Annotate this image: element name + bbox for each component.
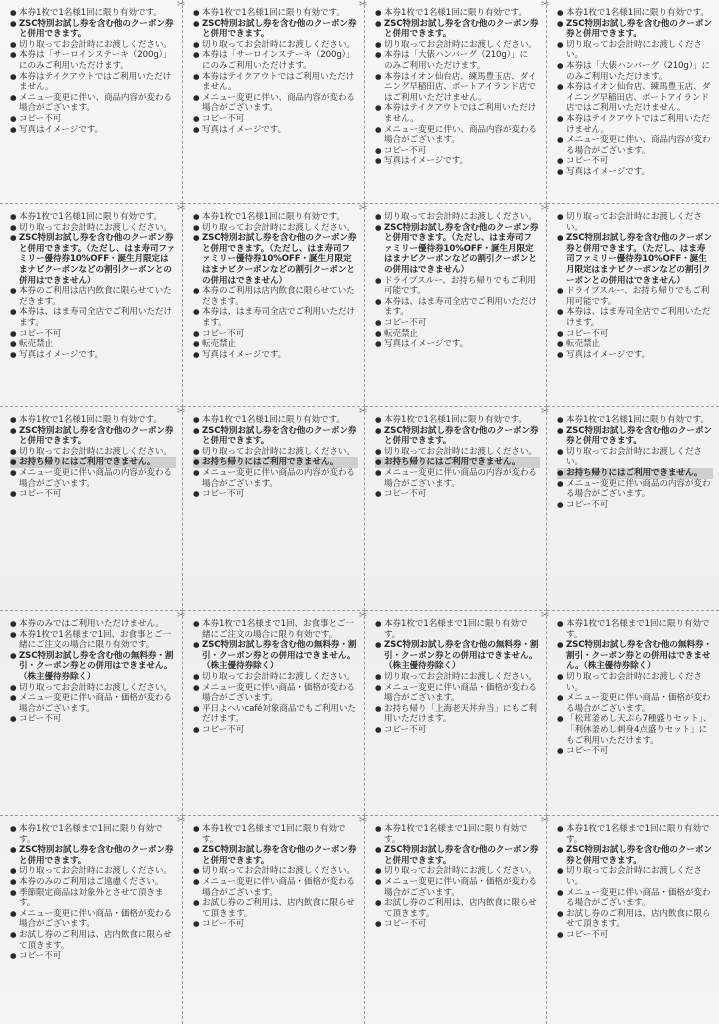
terms-item: ● メニュー変更に伴い商品の内容が変わる場合がございます。 <box>375 468 540 489</box>
terms-item: ● 本券1枚で1名様1回に限り有効です。 <box>10 212 176 223</box>
terms-item: ● 写真はイメージです。 <box>193 350 358 361</box>
terms-item: ● ZSC特別お試し券を含む他のクーポン券と併用できます。 <box>375 19 540 40</box>
terms-item: ● コピー不可 <box>193 725 358 736</box>
terms-item: ● コピー不可 <box>375 919 540 930</box>
terms-list <box>193 824 358 930</box>
coupon-terms-panel <box>359 406 550 611</box>
terms-item: ● 本券はテイクアウトではご利用いただけません。 <box>193 72 358 93</box>
terms-item: ● 本券のみのご利用はご遠慮ください。 <box>10 877 176 888</box>
terms-list <box>557 212 713 360</box>
terms-item: ● コピー不可 <box>375 725 540 736</box>
scissor-icon: ✂ <box>359 0 368 10</box>
terms-item: ● 写真はイメージです。 <box>375 339 540 350</box>
terms-item: ● 写真はイメージです。 <box>10 350 176 361</box>
terms-item: ● メニュー変更に伴い商品・価格が変わる場合がございます。 <box>10 909 176 930</box>
scissor-icon: ✂ <box>359 406 368 417</box>
terms-item: ● 本券1枚で1名様1回に限り有効です。 <box>557 415 713 426</box>
terms-item: ● 本券1枚で1名様1回に限り有効です。 <box>557 8 713 19</box>
coupon-terms-panel <box>0 0 186 204</box>
terms-item: ● 切り取ってお会計時にお渡しください。 <box>10 866 176 877</box>
terms-item: ● コピー不可 <box>10 951 176 962</box>
terms-item: ● 本券1枚で1名様1回に限り有効です。 <box>10 8 176 19</box>
terms-list <box>10 415 176 500</box>
coupon-terms-panel <box>541 610 719 816</box>
terms-item: ● 本券1枚で1名様1回に限り有効です。 <box>10 415 176 426</box>
terms-item: ● 切り取ってお会計時にお渡しください。 <box>557 447 713 468</box>
terms-item: ● 転売禁止 <box>375 329 540 340</box>
terms-list <box>10 212 176 360</box>
terms-item: ● 本券は、はま寿司全店でご利用いただけます。 <box>193 307 358 328</box>
terms-item: ● ZSC特別お試し券を含む他のクーポン券と併用できます。 <box>10 426 176 447</box>
terms-item: ● メニュー変更に伴い商品・価格が変わる場合がございます。 <box>193 877 358 898</box>
terms-item: ● ZSC特別お試し券を含む他の無料券・割引・クーポン券との併用はできません。（株主優待券除く） <box>557 640 713 672</box>
terms-item: ● コピー不可 <box>557 930 713 941</box>
terms-list <box>193 8 358 135</box>
terms-item: ● ZSC特別お試し券を含む他のクーポン券と併用できます。 <box>10 19 176 40</box>
coupon-terms-panel <box>359 815 550 1024</box>
scissor-icon: ✂ <box>541 203 550 214</box>
terms-list <box>10 619 176 725</box>
terms-item: ● 本券のご利用は店内飲食に限らせていただきます。 <box>10 286 176 307</box>
terms-item: ● ZSC特別お試し券を含む他の無料券・割引・クーポン券との併用はできません。（株主優待券除く） <box>375 640 540 672</box>
terms-item: ● 本券は「サーロインステーキ（200g）」 にのみご利用いただけます。 <box>193 50 358 71</box>
terms-item: ● 本券はイオン仙台店、練馬豊玉店、ダイニング早稲田店、ボートアイランド店ではご利用いただけません。 <box>375 72 540 104</box>
terms-list <box>375 619 540 736</box>
scissor-icon: ✂ <box>359 610 368 621</box>
terms-item: ● 切り取ってお会計時にお渡しください。 <box>557 672 713 693</box>
terms-item: ● ドライブスルー、お持ち帰りでもご利用可能です。 <box>375 276 540 297</box>
terms-item: ● メニュー変更に伴い商品・価格が変わる場合がございます。 <box>557 693 713 714</box>
terms-item: ● 切り取ってお会計時にお渡しください。 <box>375 40 540 51</box>
coupon-terms-panel <box>177 406 368 611</box>
terms-item: ● 切り取ってお会計時にお渡しください。 <box>10 447 176 458</box>
terms-item: ● メニュー変更に伴い商品の内容が変わる場合がございます。 <box>10 468 176 489</box>
terms-item: ● コピー不可 <box>557 156 713 167</box>
terms-item: ● ZSC特別お試し券を含む他のクーポン券と併用できます。（ただし、はま寿司ファミリー優待券10%OFF・誕生月限定はまナビクーポンなどの割引クーポンとの併用はできません） <box>557 233 713 286</box>
terms-item: ● 切り取ってお会計時にお渡しください。 <box>557 212 713 233</box>
terms-item: ● コピー不可 <box>10 329 176 340</box>
terms-list <box>375 824 540 930</box>
terms-list <box>557 619 713 757</box>
terms-item: ● 写真はイメージです。 <box>10 125 176 136</box>
terms-item: ● コピー不可 <box>375 318 540 329</box>
terms-item: ● 写真はイメージです。 <box>375 156 540 167</box>
terms-item: ● ZSC特別お試し券を含む他のクーポン券と併用できます。 <box>375 845 540 866</box>
terms-item: ● コピー不可 <box>193 919 358 930</box>
terms-item: ● メニュー変更に伴い、商品内容が変わる場合がございます。 <box>10 93 176 114</box>
terms-item: ● 転売禁止 <box>557 339 713 350</box>
terms-item: ● ZSC特別お試し券を含む他のクーポン券と併用できます。 <box>557 426 713 447</box>
terms-item: ● 季節限定商品は対象外とさせて頂きます。 <box>10 888 176 909</box>
coupon-terms-panel <box>0 406 186 611</box>
terms-list <box>557 8 713 178</box>
terms-item: ● お持ち帰りにはご利用できません。 <box>10 457 176 468</box>
terms-item: ● 本券のご利用は店内飲食に限らせていただきます。 <box>193 286 358 307</box>
scissor-icon: ✂ <box>541 815 550 826</box>
coupon-terms-panel <box>359 203 550 407</box>
terms-item: ● 平日よへいcafé対象商品でもご利用いただけます。 <box>193 704 358 725</box>
terms-item: ● 本券のみではご利用いただけません。 <box>10 619 176 630</box>
terms-item: ● コピー不可 <box>193 114 358 125</box>
terms-item: ● お試し券のご利用は、店内飲食に限らせて頂きます。 <box>193 898 358 919</box>
terms-item: ● 切り取ってお会計時にお渡しください。 <box>193 223 358 234</box>
coupon-terms-panel <box>359 0 550 204</box>
terms-item: ● メニュー変更に伴い、商品内容が変わる場合がございます。 <box>193 93 358 114</box>
terms-item: ● ZSC特別お試し券を含む他のクーポン券と併用できます。 <box>193 426 358 447</box>
terms-list <box>557 824 713 941</box>
terms-item: ● お持ち帰りにはご利用できません。 <box>557 468 713 479</box>
terms-item: ● 本券1枚で1名様まで1回、お食事とご一緒にご注文の場合に限り有効です。 <box>193 619 358 640</box>
terms-item: ● 本券1枚で1名様まで1回、お食事とご一緒にご注文の場合に限り有効です。 <box>10 630 176 651</box>
terms-item: ● メニュー変更に伴い商品の内容が変わる場合がございます。 <box>193 468 358 489</box>
terms-item: ● 転売禁止 <box>10 339 176 350</box>
terms-item: ● お持ち帰り「上海老天丼弁当」にもご利用いただけます。 <box>375 704 540 725</box>
terms-item: ● 切り取ってお会計時にお渡しください。 <box>193 40 358 51</box>
terms-item: ● お持ち帰りにはご利用できません。 <box>193 457 358 468</box>
terms-item: ● メニュー変更に伴い商品・価格が変わる場合がございます。 <box>375 683 540 704</box>
scissor-icon: ✂ <box>177 815 186 826</box>
terms-item: ● 切り取ってお会計時にお渡しください。 <box>375 866 540 877</box>
terms-item: ● 本券1枚で1名様まで1回に限り有効です。 <box>557 619 713 640</box>
terms-item: ● 写真はイメージです。 <box>557 350 713 361</box>
terms-item: ● コピー不可 <box>375 489 540 500</box>
coupon-terms-panel <box>541 406 719 611</box>
terms-item: ● 切り取ってお会計時にお渡しください。 <box>193 866 358 877</box>
terms-item: ● 切り取ってお会計時にお渡しください。 <box>10 40 176 51</box>
terms-item: ● 本券は「大俵ハンバーグ（210g）」に のみご利用いただけます。 <box>557 61 713 82</box>
scissor-icon: ✂ <box>177 203 186 214</box>
coupon-terms-panel <box>177 815 368 1024</box>
terms-item: ● 切り取ってお会計時にお渡しください。 <box>193 672 358 683</box>
terms-item: ● コピー不可 <box>375 146 540 157</box>
terms-item: ● 切り取ってお会計時にお渡しください。 <box>557 40 713 61</box>
coupon-terms-panel <box>177 610 368 816</box>
terms-list <box>193 212 358 360</box>
coupon-terms-panel <box>0 203 186 407</box>
terms-item: ● 本券1枚で1名様1回に限り有効です。 <box>375 8 540 19</box>
terms-item: ● 本券はテイクアウトではご利用いただけません。 <box>375 103 540 124</box>
scissor-icon: ✂ <box>177 0 186 10</box>
terms-item: ● メニュー変更に伴い商品・価格が変わる場合がございます。 <box>10 693 176 714</box>
terms-item: ● 本券1枚で1名様まで1回に限り有効です。 <box>557 824 713 845</box>
terms-item: ● 本券1枚で1名様まで1回に限り有効です。 <box>193 824 358 845</box>
terms-item: ● ZSC特別お試し券を含む他のクーポン券と併用できます。（ただし、はま寿司ファミリー優待券10%OFF・誕生月限定はまナビクーポンなどの割引クーポンとの併用はできません） <box>375 223 540 276</box>
terms-item: ● コピー不可 <box>193 329 358 340</box>
scissor-icon: ✂ <box>541 406 550 417</box>
terms-item: ● 切り取ってお会計時にお渡しください。 <box>375 212 540 223</box>
terms-item: ● 本券1枚で1名様まで1回に限り有効です。 <box>375 619 540 640</box>
terms-item: ● ZSC特別お試し券を含む他のクーポン券と併用できます。 <box>375 426 540 447</box>
terms-list <box>375 8 540 167</box>
scissor-icon: ✂ <box>359 203 368 214</box>
terms-item: ● ドライブスルー、お持ち帰りでもご利用可能です。 <box>557 286 713 307</box>
terms-item: ● コピー不可 <box>10 714 176 725</box>
terms-item: ● コピー不可 <box>557 329 713 340</box>
terms-list <box>375 415 540 500</box>
terms-item: ● 本券1枚で1名様1回に限り有効です。 <box>193 212 358 223</box>
terms-item: ● 本券は「サーロインステーキ（200g）」 にのみご利用いただけます。 <box>10 50 176 71</box>
terms-list <box>193 619 358 736</box>
terms-item: ● ZSC特別お試し券を含む他の無料券・割引・クーポン券との併用はできません。（株主優待券除く） <box>10 651 176 683</box>
terms-item: ● コピー不可 <box>10 114 176 125</box>
terms-item: ● 切り取ってお会計時にお渡しください。 <box>375 672 540 683</box>
terms-item: ● コピー不可 <box>557 500 713 511</box>
terms-item: ● コピー不可 <box>557 746 713 757</box>
terms-item: ● ZSC特別お試し券を含む他のクーポン券と併用できます。 <box>193 19 358 40</box>
scissor-icon: ✂ <box>177 610 186 621</box>
terms-item: ● 本券1枚で1名様1回に限り有効です。 <box>375 415 540 426</box>
terms-item: ● メニュー変更に伴い商品・価格が変わる場合がございます。 <box>193 683 358 704</box>
terms-item: ● お試し券のご利用は、店内飲食に限らせて頂きます。 <box>10 930 176 951</box>
terms-item: ● コピー不可 <box>10 489 176 500</box>
terms-list <box>10 824 176 962</box>
terms-item: ● 切り取ってお会計時にお渡しください。 <box>193 447 358 458</box>
terms-item: ● 本券1枚で1名様1回に限り有効です。 <box>193 415 358 426</box>
terms-item: ● 本券は「大俵ハンバーグ（210g）」に のみご利用いただけます。 <box>375 50 540 71</box>
coupon-terms-panel <box>0 610 186 816</box>
terms-item: ● 本券1枚で1名様1回に限り有効です。 <box>193 8 358 19</box>
terms-list <box>557 415 713 510</box>
terms-item: ● 本券1枚で1名様まで1回に限り有効です。 <box>375 824 540 845</box>
terms-item: ● コピー不可 <box>193 489 358 500</box>
terms-item: ● メニュー変更に伴い商品・価格が変わる場合がございます。 <box>557 888 713 909</box>
terms-item: ● お試し券のご利用は、店内飲食に限らせて頂きます。 <box>557 909 713 930</box>
terms-item: ● ZSC特別お試し券を含む他のクーポン券と併用できます。（ただし、はま寿司ファミリー優待券10%OFF・誕生月限定はまナビクーポンなどの割引クーポンとの併用はできません） <box>10 233 176 286</box>
terms-item: ● 本券は、はま寿司全店でご利用いただけます。 <box>10 307 176 328</box>
terms-item: ● お持ち帰りにはご利用できません。 <box>375 457 540 468</box>
scissor-icon: ✂ <box>541 610 550 621</box>
terms-item: ● ZSC特別お試し券を含む他の無料券・割引・クーポン券との併用はできません。（株主優待券除く） <box>193 640 358 672</box>
terms-item: ● ZSC特別お試し券を含む他のクーポン券と併用できます。 <box>10 845 176 866</box>
terms-item: ● 写真はイメージです。 <box>557 167 713 178</box>
terms-item: ● メニュー変更に伴い、商品内容が変わる場合がございます。 <box>557 135 713 156</box>
terms-item: ● 本券はイオン仙台店、練馬豊玉店、ダイニング早稲田店、ボートアイランド店ではご利用いただけません。 <box>557 82 713 114</box>
scissor-icon: ✂ <box>177 406 186 417</box>
coupon-terms-panel <box>177 203 368 407</box>
terms-item: ● 本券はテイクアウトではご利用いただけません。 <box>10 72 176 93</box>
terms-item: ● メニュー変更に伴い商品の内容が変わる場合がございます。 <box>557 479 713 500</box>
terms-item: ● お試し券のご利用は、店内飲食に限らせて頂きます。 <box>375 898 540 919</box>
terms-item: ● メニュー変更に伴い商品・価格が変わる場合がございます。 <box>375 877 540 898</box>
scissor-icon: ✂ <box>359 815 368 826</box>
terms-item: ● 本券1枚で1名様まで1回に限り有効です。 <box>10 824 176 845</box>
terms-item: ● 写真はイメージです。 <box>193 125 358 136</box>
coupon-terms-panel <box>541 203 719 407</box>
terms-item: ● 切り取ってお会計時にお渡しください。 <box>10 683 176 694</box>
coupon-terms-panel <box>177 0 368 204</box>
scissor-icon: ✂ <box>541 0 550 10</box>
terms-item: ● ZSC特別お試し券を含む他のクーポン券と併用できます。（ただし、はま寿司ファミリー優待券10%OFF・誕生月限定はまナビクーポンなどの割引クーポンとの併用はできません） <box>193 233 358 286</box>
terms-item: ● ZSC特別お試し券を含む他のクーポン券と併用できます。 <box>193 845 358 866</box>
terms-item: ● ZSC特別お試し券を含む他のクーポン券と併用できます。 <box>557 845 713 866</box>
terms-item: ● 本券は、はま寿司全店でご利用いただけます。 <box>375 297 540 318</box>
terms-item: ● 「松茸釜めし天ぷら7種盛りセット」、「利休釜めし刺身4点盛りセット」にもご利用いただけます。 <box>557 714 713 746</box>
terms-list <box>375 212 540 350</box>
terms-item: ● 転売禁止 <box>193 339 358 350</box>
coupon-terms-panel <box>541 0 719 204</box>
terms-item: ● 切り取ってお会計時にお渡しください。 <box>557 866 713 887</box>
coupon-terms-panel <box>0 815 186 1024</box>
terms-list <box>193 415 358 500</box>
terms-item: ● ZSC特別お試し券を含む他のクーポン券と併用できます。 <box>557 19 713 40</box>
terms-item: ● メニュー変更に伴い、商品内容が変わる場合がございます。 <box>375 125 540 146</box>
coupon-terms-panel <box>541 815 719 1024</box>
coupon-terms-panel <box>359 610 550 816</box>
terms-item: ● 本券は、はま寿司全店でご利用いただけます。 <box>557 307 713 328</box>
terms-list <box>10 8 176 135</box>
terms-item: ● 本券はテイクアウトではご利用いただけません。 <box>557 114 713 135</box>
terms-item: ● 切り取ってお会計時にお渡しください。 <box>10 223 176 234</box>
terms-item: ● 切り取ってお会計時にお渡しください。 <box>375 447 540 458</box>
